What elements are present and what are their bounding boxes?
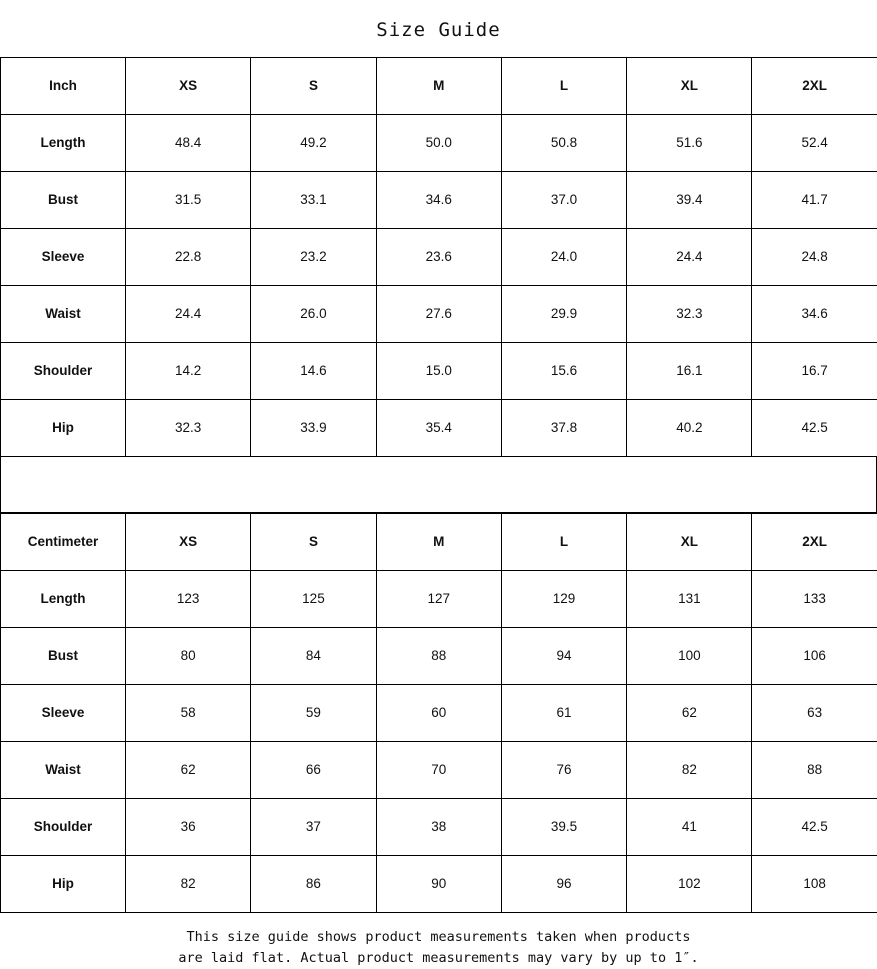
size-header-l: L — [501, 57, 626, 114]
measure-label: Sleeve — [1, 228, 126, 285]
unit-label: Centimeter — [1, 513, 126, 570]
measure-value: 70 — [376, 741, 501, 798]
table-header-row — [1, 57, 877, 114]
table-row — [1, 741, 877, 798]
measure-value: 34.6 — [752, 285, 877, 342]
measure-value: 35.4 — [376, 399, 501, 456]
measure-value: 51.6 — [627, 114, 752, 171]
measure-value: 39.4 — [627, 171, 752, 228]
size-header-m: M — [376, 513, 501, 570]
measure-value: 129 — [501, 570, 626, 627]
size-header-s: S — [251, 513, 376, 570]
measure-label: Waist — [1, 741, 126, 798]
measure-value: 61 — [501, 684, 626, 741]
measure-value: 60 — [376, 684, 501, 741]
measure-value: 84 — [251, 627, 376, 684]
measure-label: Shoulder — [1, 798, 126, 855]
measure-value: 58 — [126, 684, 251, 741]
measure-value: 15.0 — [376, 342, 501, 399]
measure-value: 42.5 — [752, 798, 877, 855]
measure-value: 123 — [126, 570, 251, 627]
page-title: Size Guide — [0, 0, 877, 57]
measure-value: 26.0 — [251, 285, 376, 342]
table-row — [1, 627, 877, 684]
measure-value: 24.4 — [627, 228, 752, 285]
measure-value: 133 — [752, 570, 877, 627]
table-row — [1, 855, 877, 912]
measure-value: 29.9 — [501, 285, 626, 342]
measure-value: 24.4 — [126, 285, 251, 342]
measure-label: Sleeve — [1, 684, 126, 741]
measure-value: 23.6 — [376, 228, 501, 285]
table-row — [1, 684, 877, 741]
measure-value: 86 — [251, 855, 376, 912]
measure-value: 24.8 — [752, 228, 877, 285]
measure-label: Waist — [1, 285, 126, 342]
measure-value: 32.3 — [627, 285, 752, 342]
measure-value: 88 — [752, 741, 877, 798]
measure-value: 76 — [501, 741, 626, 798]
measure-value: 15.6 — [501, 342, 626, 399]
measure-value: 37.0 — [501, 171, 626, 228]
measure-value: 66 — [251, 741, 376, 798]
measure-value: 36 — [126, 798, 251, 855]
measure-value: 41.7 — [752, 171, 877, 228]
measure-value: 102 — [627, 855, 752, 912]
measure-value: 16.1 — [627, 342, 752, 399]
measure-value: 42.5 — [752, 399, 877, 456]
measure-value: 33.1 — [251, 171, 376, 228]
measure-label: Length — [1, 114, 126, 171]
measure-value: 32.3 — [126, 399, 251, 456]
measure-label: Hip — [1, 855, 126, 912]
size-tables — [0, 57, 877, 913]
measure-value: 82 — [627, 741, 752, 798]
measure-label: Length — [1, 570, 126, 627]
measure-value: 62 — [126, 741, 251, 798]
unit-label: Inch — [1, 57, 126, 114]
size-header-s: S — [251, 57, 376, 114]
size-header-xs: XS — [126, 513, 251, 570]
size-header-2xl: 2XL — [752, 57, 877, 114]
measure-value: 49.2 — [251, 114, 376, 171]
measure-value: 34.6 — [376, 171, 501, 228]
table-row — [1, 342, 877, 399]
size-header-xs: XS — [126, 57, 251, 114]
measure-value: 62 — [627, 684, 752, 741]
size-header-l: L — [501, 513, 626, 570]
table-separator — [0, 457, 877, 513]
measure-value: 39.5 — [501, 798, 626, 855]
measure-value: 33.9 — [251, 399, 376, 456]
measure-value: 82 — [126, 855, 251, 912]
size-header-xl: XL — [627, 513, 752, 570]
measure-value: 100 — [627, 627, 752, 684]
table-row — [1, 570, 877, 627]
measure-label: Bust — [1, 627, 126, 684]
measure-value: 24.0 — [501, 228, 626, 285]
size-header-2xl: 2XL — [752, 513, 877, 570]
size-header-xl: XL — [627, 57, 752, 114]
measure-value: 90 — [376, 855, 501, 912]
measure-value: 38 — [376, 798, 501, 855]
table-row — [1, 171, 877, 228]
measure-value: 125 — [251, 570, 376, 627]
size-guide-footnote — [0, 913, 877, 969]
measure-value: 16.7 — [752, 342, 877, 399]
measure-value: 80 — [126, 627, 251, 684]
measure-value: 50.0 — [376, 114, 501, 171]
centimeter-size-table — [0, 513, 877, 913]
table-row — [1, 114, 877, 171]
measure-value: 63 — [752, 684, 877, 741]
footnote-line-1: This size guide shows product measurements taken when products — [40, 927, 837, 948]
measure-value: 23.2 — [251, 228, 376, 285]
measure-value: 50.8 — [501, 114, 626, 171]
measure-value: 131 — [627, 570, 752, 627]
measure-value: 59 — [251, 684, 376, 741]
measure-value: 14.2 — [126, 342, 251, 399]
measure-value: 48.4 — [126, 114, 251, 171]
measure-value: 108 — [752, 855, 877, 912]
measure-value: 22.8 — [126, 228, 251, 285]
table-row — [1, 285, 877, 342]
table-row — [1, 798, 877, 855]
size-header-m: M — [376, 57, 501, 114]
measure-value: 94 — [501, 627, 626, 684]
measure-label: Hip — [1, 399, 126, 456]
table-row — [1, 399, 877, 456]
measure-value: 27.6 — [376, 285, 501, 342]
measure-value: 96 — [501, 855, 626, 912]
measure-value: 31.5 — [126, 171, 251, 228]
measure-value: 40.2 — [627, 399, 752, 456]
measure-value: 14.6 — [251, 342, 376, 399]
footnote-line-2: are laid flat. Actual product measurements may vary by up to 1″. — [40, 948, 837, 969]
measure-value: 37.8 — [501, 399, 626, 456]
measure-value: 37 — [251, 798, 376, 855]
table-header-row — [1, 513, 877, 570]
measure-value: 106 — [752, 627, 877, 684]
measure-value: 88 — [376, 627, 501, 684]
measure-value: 41 — [627, 798, 752, 855]
measure-label: Bust — [1, 171, 126, 228]
measure-value: 52.4 — [752, 114, 877, 171]
measure-label: Shoulder — [1, 342, 126, 399]
measure-value: 127 — [376, 570, 501, 627]
inch-size-table — [0, 57, 877, 457]
table-row — [1, 228, 877, 285]
